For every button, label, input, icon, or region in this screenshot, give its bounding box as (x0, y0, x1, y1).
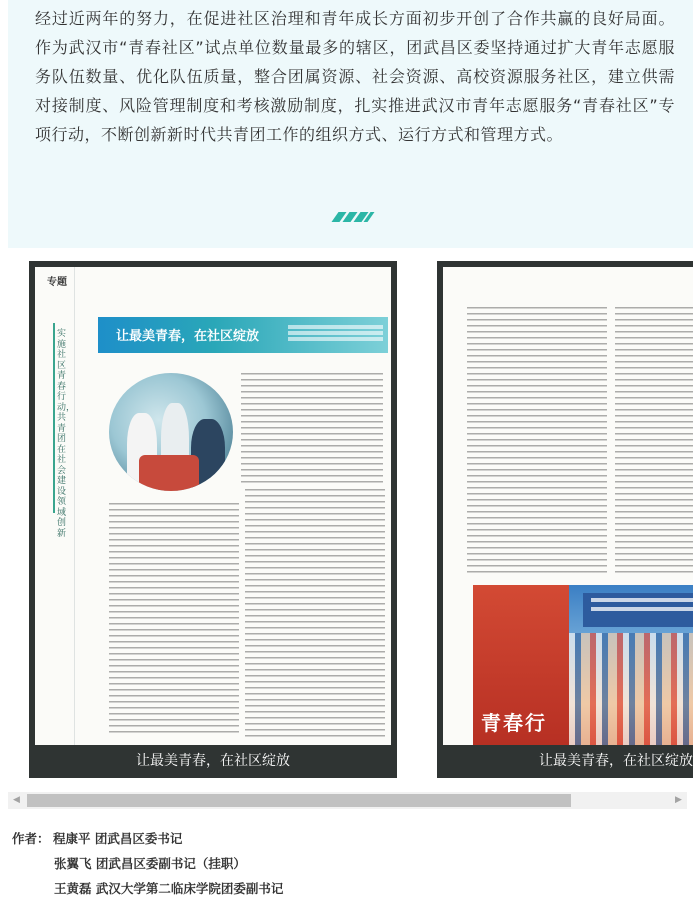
article-text (109, 503, 239, 735)
volunteer-photo (109, 373, 233, 491)
sidebar-rule (53, 323, 55, 513)
banner-title: 让最美青春，在社区绽放 (116, 329, 260, 344)
author-credits (8, 826, 688, 901)
author-line: 王黄磊 武汉大学第二临床学院团委副书记 (54, 881, 284, 896)
magazine-page-image (35, 267, 391, 745)
card-caption: 让最美青春，在社区绽放 (539, 753, 693, 769)
author-label: 作者： (12, 831, 50, 846)
gallery-card[interactable] (29, 261, 397, 778)
page-section-title: 专题 (47, 277, 67, 288)
article-text (241, 373, 383, 485)
author-line: 程康平 团武昌区委书记 (53, 831, 183, 846)
decorative-stripes (331, 212, 371, 222)
banner-tags (288, 323, 383, 347)
card-caption: 让最美青春，在社区绽放 (136, 753, 290, 769)
page-banner (98, 317, 388, 353)
article-text (245, 489, 385, 737)
scrollbar-thumb[interactable] (27, 794, 571, 807)
magazine-page-image (443, 267, 693, 745)
page-side-subtitle: 实施社区青春行动，共青团在社会建设领域创新 (57, 329, 76, 539)
photo-overlay-text: 青春行 (481, 711, 547, 735)
article-text (467, 307, 607, 573)
gallery-card[interactable] (437, 261, 693, 778)
article-text (615, 307, 693, 573)
author-line: 张翼飞 团武昌区委副书记（挂职） (54, 856, 246, 871)
scroll-right-arrow-icon[interactable]: ▶ (675, 795, 682, 805)
scroll-left-arrow-icon[interactable]: ◀ (13, 795, 20, 805)
intro-section (8, 0, 693, 248)
photo-banner-sign (583, 593, 693, 627)
page-sidebar (35, 267, 75, 745)
image-gallery[interactable] (0, 248, 693, 793)
horizontal-scrollbar[interactable] (8, 792, 687, 809)
intro-paragraph: 经过近两年的努力，在促进社区治理和青年成长方面初步开创了合作共赢的良好局面。作为武汉市“青春社区”试点单位数量最多的辖区，团武昌区委坚持通过扩大青年志愿服务队伍数量、优化队伍质量，整合团属资源、社会资源、高校资源服务社区，建立供需对接制度、风险管理制度和考核激励制度，扎实推进武汉市青年志愿服务“青春社区”专项行动，不断创新新时代共青团工作的组织方式、运行方式和管理方式。 (35, 9, 675, 144)
group-photo (473, 585, 693, 745)
